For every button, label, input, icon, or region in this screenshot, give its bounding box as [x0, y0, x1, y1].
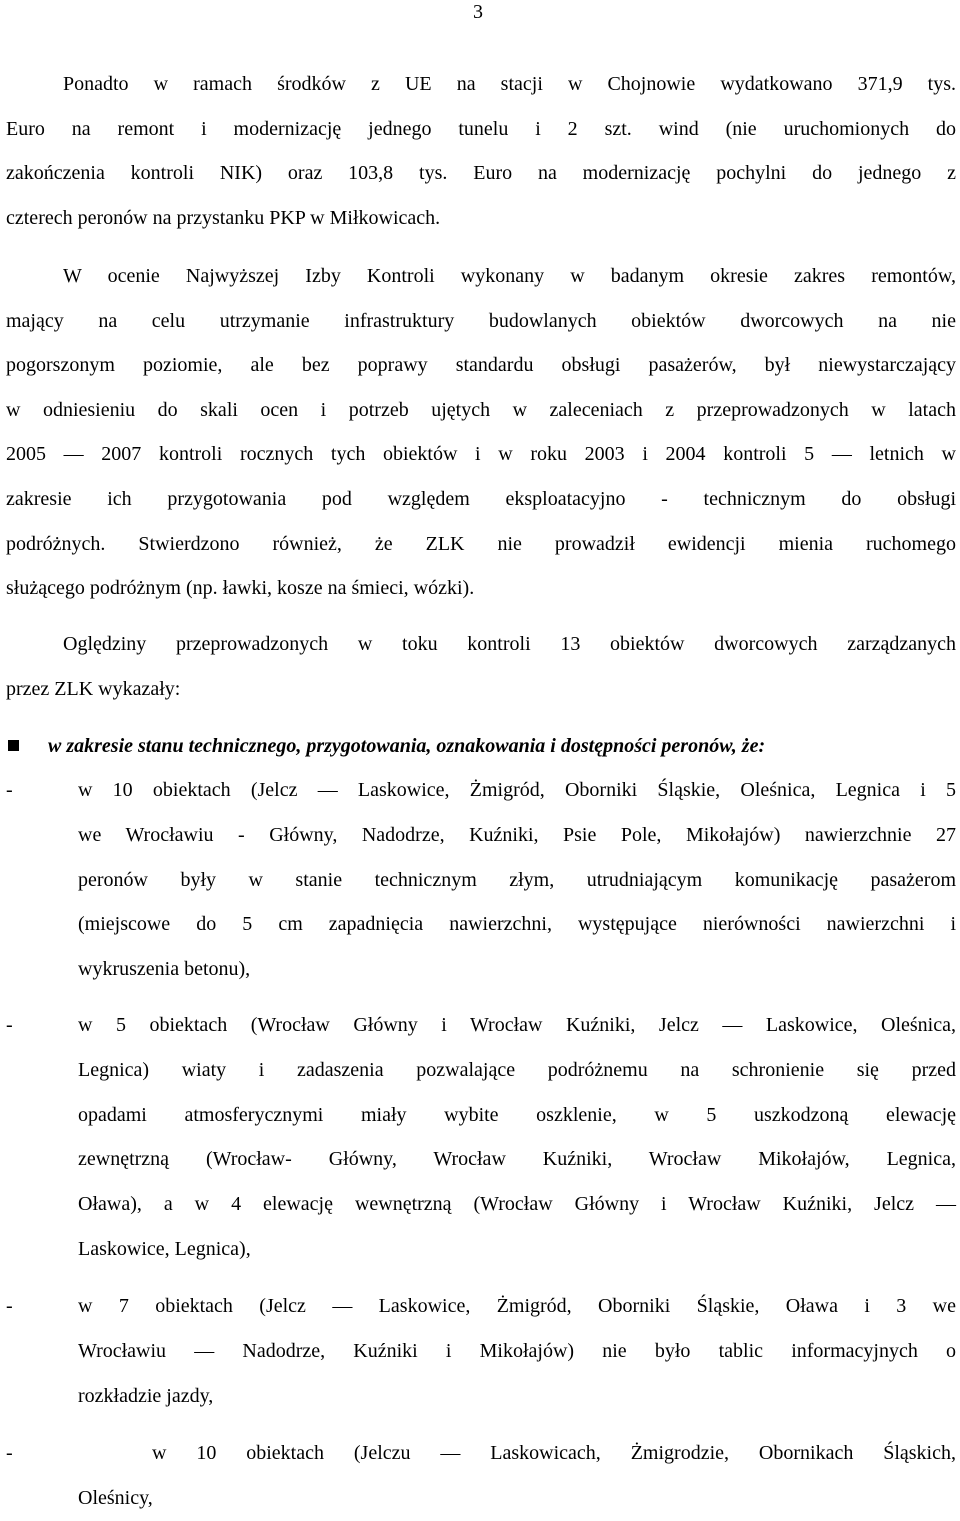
paragraph-line: przez ZLK wykazały:	[6, 677, 181, 700]
list-item-line: zewnętrzną (Wrocław- Główny, Wrocław Kuźniki, Wrocław Mikołajów, Legnica,	[78, 1148, 956, 1171]
page-number: 3	[473, 1, 483, 23]
list-item-line: opadami atmosferycznymi miały wybite oszklenie, w 5 uszkodzoną elewację	[78, 1103, 956, 1126]
list-item-body	[78, 1284, 956, 1418]
bullet-heading-text: w zakresie stanu technicznego, przygotowania, oznakowania i dostępności peronów, że:	[48, 735, 766, 757]
paragraph-line: podróżnych. Stwierdzono również, że ZLK nie prowadził ewidencji mienia ruchomego	[6, 532, 956, 555]
paragraph-1	[6, 62, 956, 240]
dash-marker: -	[6, 1295, 13, 1317]
paragraph-line: W ocenie Najwyższej Izby Kontroli wykonany w badanym okresie zakres remontów,	[63, 265, 956, 287]
list-item-body	[78, 768, 956, 992]
list-item-line: (miejscowe do 5 cm zapadnięcia nawierzchni, występujące nierówności nawierzchni i	[78, 913, 956, 936]
list-item-line: Legnica) wiaty i zadaszenia pozwalające podróżnemu na schronienie się przed	[78, 1058, 956, 1081]
paragraph-line: służącego podróżnym (np. ławki, kosze na śmieci, wózki).	[6, 577, 475, 600]
list-item-line: w 10 obiektach (Jelcz — Laskowice, Żmigród, Oborniki Śląskie, Oleśnica, Legnica i 5	[78, 779, 956, 801]
list-item-body	[78, 1003, 956, 1272]
paragraph-line: Oględziny przeprowadzonych w toku kontroli 13 obiektów dworcowych zarządzanych	[63, 633, 956, 655]
paragraph-line: czterech peronów na przystanku PKP w Miłkowicach.	[6, 206, 441, 229]
paragraph-line: mający na celu utrzymanie infrastruktury budowlanych obiektów dworcowych na nie	[6, 309, 956, 332]
list-item-line: w 10 obiektach (Jelczu — Laskowicach, Żmigrodzie, Obornikach Śląskich,	[152, 1442, 956, 1464]
list-item-body	[78, 1431, 956, 1521]
list-item-line: wykruszenia betonu),	[78, 958, 251, 981]
paragraph-line: 2005 — 2007 kontroli rocznych tych obiektów i w roku 2003 i 2004 kontroli 5 — letnich w	[6, 443, 956, 466]
list-item-line: Oleśnicy,	[78, 1486, 153, 1509]
paragraph-line: pogorszonym poziomie, ale bez poprawy standardu obsługi pasażerów, był niewystarczający	[6, 354, 956, 377]
list-item-line: Wrocławiu — Nadodrze, Kuźniki i Mikołajów) nie było tablic informacyjnych o	[78, 1339, 956, 1362]
list-item-line: w 7 obiektach (Jelcz — Laskowice, Żmigród, Oborniki Śląskie, Oława i 3 we	[78, 1295, 956, 1317]
list-item-line: Laskowice, Legnica),	[78, 1237, 251, 1260]
list-item-line: w 5 obiektach (Wrocław Główny i Wrocław Kuźniki, Jelcz — Laskowice, Oleśnica,	[78, 1014, 956, 1036]
paragraph-2	[6, 254, 956, 611]
square-bullet-icon	[8, 740, 19, 751]
paragraph-line: Ponadto w ramach środków z UE na stacji w Chojnowie wydatkowano 371,9 tys.	[63, 73, 956, 95]
list-item-line: rozkładzie jazdy,	[78, 1384, 214, 1407]
dash-marker: -	[6, 1442, 13, 1464]
dash-marker: -	[6, 1014, 13, 1036]
paragraph-line: zakończenia kontroli NIK) oraz 103,8 tys. Euro na modernizację pochylni do jednego z	[6, 162, 956, 185]
list-item-line: we Wrocławiu - Główny, Nadodrze, Kuźniki, Psie Pole, Mikołajów) nawierzchnie 27	[78, 823, 956, 846]
list-item-line: Oława), a w 4 elewację wewnętrzną (Wrocław Główny i Wrocław Kuźniki, Jelcz —	[78, 1193, 956, 1216]
paragraph-line: zakresie ich przygotowania pod względem eksploatacyjno - technicznym do obsługi	[6, 487, 956, 510]
paragraph-line: w odniesieniu do skali ocen i potrzeb ujętych w zaleceniach z przeprowadzonych w latach	[6, 398, 956, 421]
paragraph-3	[6, 622, 956, 711]
dash-marker: -	[6, 779, 13, 801]
list-item-line: peronów były w stanie technicznym złym, utrudniającym komunikację pasażerom	[78, 868, 956, 891]
paragraph-line: Euro na remont i modernizację jednego tunelu i 2 szt. wind (nie uruchomionych do	[6, 117, 956, 140]
